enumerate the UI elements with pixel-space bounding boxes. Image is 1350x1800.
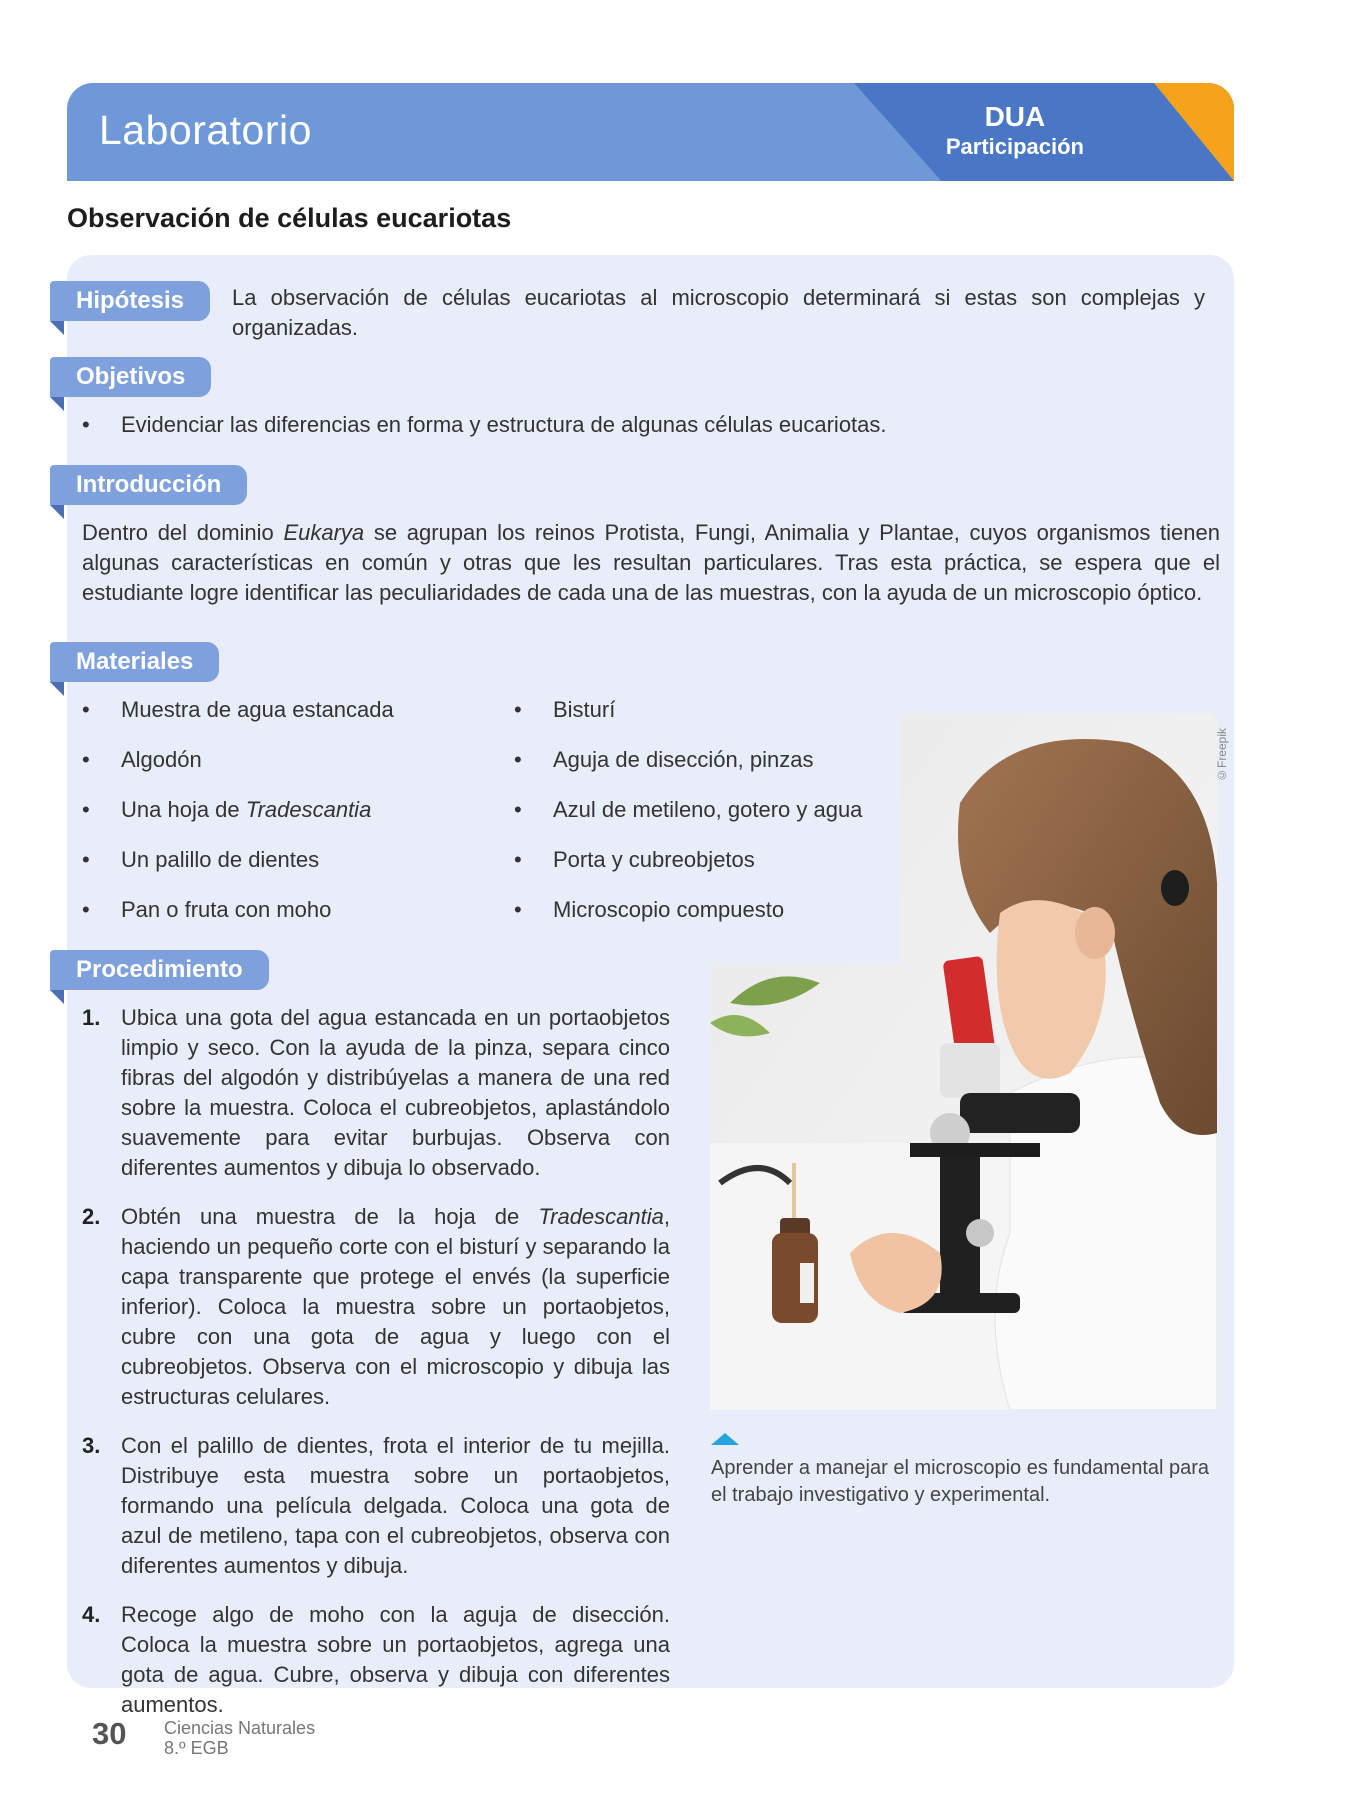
step-number: 4. <box>82 1602 101 1627</box>
material-italic: Tradescantia <box>245 797 372 822</box>
list-item: • Bisturí <box>514 695 914 725</box>
list-item: • Porta y cubreobjetos <box>514 845 914 875</box>
section-banner <box>67 83 1234 181</box>
tag-materiales: Materiales <box>50 642 219 682</box>
footer-subject <box>164 1718 315 1758</box>
page-number: 30 <box>92 1716 127 1751</box>
list-item: • Un palillo de dientes <box>82 845 502 875</box>
step-item <box>82 1003 670 1183</box>
list-item: • Evidenciar las diferencias en forma y estructura de algunas células eucariotas. <box>82 410 1182 440</box>
list-item: • Microscopio compuesto <box>514 895 914 925</box>
objetivos-list <box>82 410 1182 440</box>
list-item: • Pan o fruta con moho <box>82 895 502 925</box>
footer-subject-name: Ciencias Naturales <box>164 1718 316 1738</box>
materiales-list-1 <box>82 695 502 925</box>
step-text-part-2: , haciendo un pequeño corte con el bisturí y separando la capa transparente que protege el envés (la superficie inferior). Coloca la muestra sobre un portaobjetos, cubre con una gota de agua y luego con el cubreobjetos. Observa con el microscopio y dibuja las estructuras celulares. <box>121 1204 670 1409</box>
photo-caption: Aprender a manejar el microscopio es fundamental para el trabajo investigativo y experimental. <box>711 1457 1210 1506</box>
step-item <box>82 1600 670 1720</box>
material-text: Una hoja de <box>121 797 246 822</box>
list-item: • Algodón <box>82 745 502 775</box>
intro-part-1: Dentro del dominio <box>82 520 284 545</box>
step-text: Ubica una gota del agua estancada en un portaobjetos limpio y seco. Con la ayuda de la pinza, separa cinco fibras del algodón y distribúyelas a manera de una red sobre la muestra. Coloca el cubreobjetos, aplastándolo suavemente para evitar burbujas. Observa con diferentes aumentos y dibuja lo observado. <box>121 1005 670 1180</box>
step-text: Con el palillo de dientes, frota el interior de tu mejilla. Distribuye esta muestra sobre un portaobjetos, formando una película delgada. Coloca una gota de azul de metileno, tapa con el cubreobjetos, observa con diferentes aumentos y dibuja. <box>121 1433 670 1578</box>
step-number: 1. <box>82 1005 101 1030</box>
list-item <box>82 795 502 825</box>
step-item <box>82 1202 670 1412</box>
list-item: • Azul de metileno, gotero y agua <box>514 795 914 825</box>
step-text-part-1: Obtén una muestra de la hoja de <box>121 1204 539 1229</box>
tag-hipotesis: Hipótesis <box>50 281 210 321</box>
list-item: • Muestra de agua estancada <box>82 695 502 725</box>
hipotesis-text: La observación de células eucariotas al microscopio determinará si estas son complejas y organizadas. <box>232 285 1205 340</box>
page-title: Observación de células eucariotas <box>67 203 512 233</box>
dua-label: DUA <box>984 101 1046 132</box>
caption-triangle-icon <box>711 1433 739 1445</box>
step-number: 3. <box>82 1433 101 1458</box>
intro-part-2: se agrupan los reinos Protista, Fungi, Animalia y Plantae, cuyos organismos tienen algunas características en común y otras que les resultan particulares. Tras esta práctica, se espera que el estudiante logre identificar las peculiaridades de cada una de las muestras, con la ayuda de un microscopio óptico. <box>82 520 1220 605</box>
photo-credit: ©Freepik <box>1215 728 1229 783</box>
step-number: 2. <box>82 1204 101 1229</box>
introduccion-text <box>82 518 1220 608</box>
tag-objetivos: Objetivos <box>50 357 211 397</box>
step-item <box>82 1431 670 1581</box>
step-italic: Tradescantia <box>538 1204 664 1229</box>
dua-sub: Participación <box>945 134 1084 159</box>
microscope-photo <box>710 713 1217 1410</box>
procedimiento-steps <box>82 1003 670 1739</box>
tag-procedimiento: Procedimiento <box>50 950 269 990</box>
tag-introduccion: Introducción <box>50 465 247 505</box>
step-text: Recoge algo de moho con la aguja de disección. Coloca la muestra sobre un portaobjetos, agrega una gota de agua. Cubre, observa y dibuja con diferentes aumentos. <box>121 1602 670 1717</box>
dua-badge <box>946 101 1084 161</box>
intro-italic: Eukarya <box>283 520 365 545</box>
list-item: • Aguja de disección, pinzas <box>514 745 914 775</box>
footer-grade: 8.º EGB <box>164 1738 229 1758</box>
banner-title: Laboratorio <box>99 107 312 153</box>
